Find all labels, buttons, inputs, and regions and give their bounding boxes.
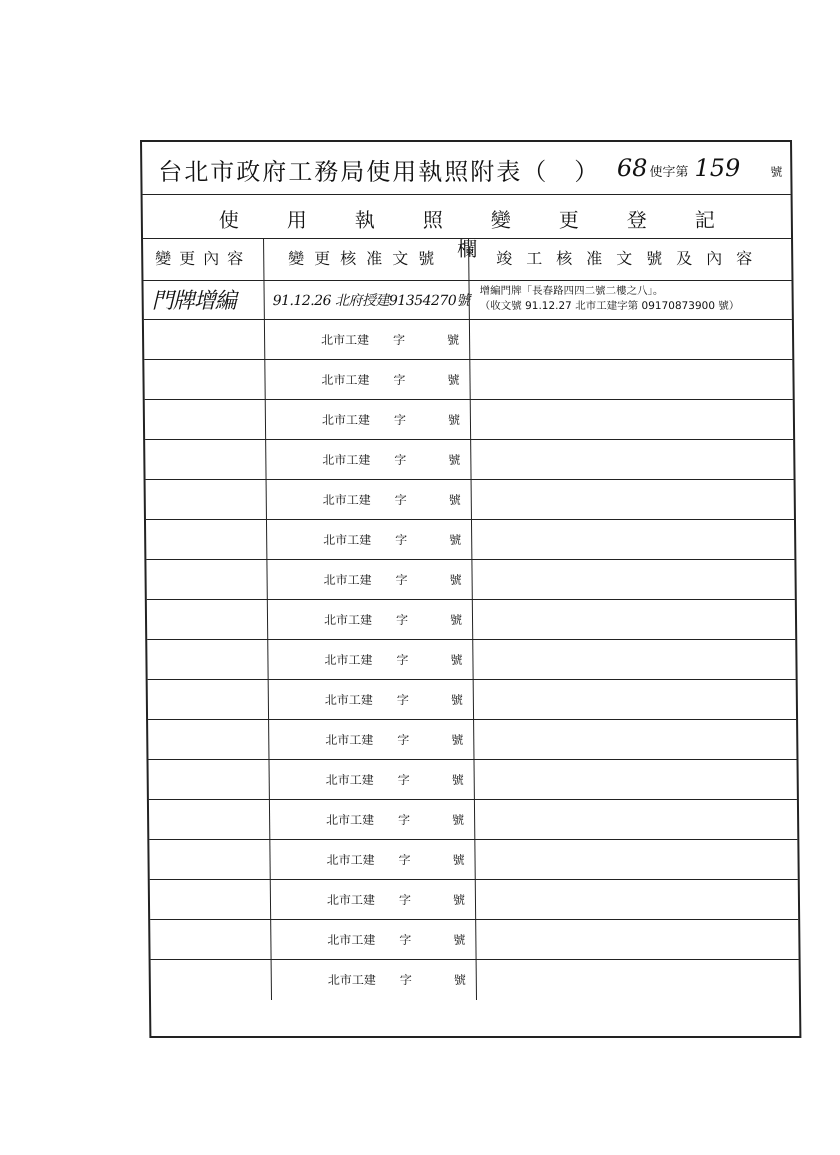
stamp-middle: 字 <box>393 373 406 387</box>
table-row <box>148 680 796 720</box>
stamp-suffix: 號 <box>451 733 464 747</box>
change-content-cell <box>147 600 267 639</box>
stamp-suffix: 號 <box>452 853 465 867</box>
change-approval-cell <box>269 840 474 879</box>
change-approval-cell <box>265 440 470 479</box>
change-content-cell <box>146 560 266 599</box>
stamp-middle: 字 <box>398 813 411 827</box>
change-content-cell <box>143 280 263 319</box>
change-content-cell <box>149 800 269 839</box>
change-approval-cell <box>269 800 474 839</box>
table-row <box>150 880 798 920</box>
table-row <box>146 480 794 520</box>
change-content-cell <box>146 520 266 559</box>
completion-cell <box>471 480 796 519</box>
stamp-prefix: 北市工建 <box>325 733 374 747</box>
change-approval-cell <box>263 280 468 319</box>
stamp-prefix: 北市工建 <box>326 813 375 827</box>
stamp-prefix: 北市工建 <box>322 493 371 507</box>
stamp-prefix: 北市工建 <box>322 453 371 467</box>
table-row <box>148 720 796 760</box>
stamp-middle: 字 <box>399 973 412 987</box>
stamp-middle: 字 <box>395 533 408 547</box>
section-title: 使用執照變更登記欄 <box>218 208 763 261</box>
table-row <box>143 280 791 320</box>
stamp-middle: 字 <box>396 653 409 667</box>
stamp-middle: 字 <box>394 493 407 507</box>
completion-cell <box>473 720 798 759</box>
completion-text-line1: 增編門牌「長春路四四二號二樓之八」。 <box>479 285 664 297</box>
permit-label: 使字第 <box>649 165 689 180</box>
stamp-suffix: 號 <box>451 773 464 787</box>
stamp-suffix: 號 <box>450 653 463 667</box>
change-approval-cell <box>271 960 476 1000</box>
header-change-content: 變更內容 <box>155 249 252 268</box>
completion-cell <box>474 840 799 879</box>
change-content-cell <box>148 720 268 759</box>
stamp-suffix: 號 <box>448 493 461 507</box>
change-approval-cell <box>266 520 471 559</box>
title-row <box>142 142 791 195</box>
table-row <box>151 960 799 1000</box>
completion-cell <box>470 440 795 479</box>
handwritten-approval-no: 91.12.26 北府授建91354270號 <box>272 293 470 309</box>
stamp-prefix: 北市工建 <box>324 693 373 707</box>
change-approval-cell <box>270 880 475 919</box>
table-row <box>147 640 795 680</box>
stamp-prefix: 北市工建 <box>321 333 370 347</box>
completion-cell <box>475 880 800 919</box>
change-approval-cell <box>264 320 469 359</box>
table-row <box>146 560 794 600</box>
change-approval-cell <box>268 760 473 799</box>
header-row <box>143 238 791 281</box>
change-content-cell <box>150 920 270 959</box>
table-row <box>145 400 793 440</box>
header-completion-approval: 竣工核准文號及內容 <box>468 238 793 280</box>
stamp-prefix: 北市工建 <box>326 853 375 867</box>
entry-rows <box>143 280 799 1000</box>
table-row <box>150 920 798 960</box>
change-content-cell <box>148 760 268 799</box>
stamp-prefix: 北市工建 <box>323 573 372 587</box>
table-row <box>144 320 792 360</box>
completion-cell <box>469 360 794 399</box>
change-content-cell <box>150 880 270 919</box>
table-row <box>145 440 793 480</box>
stamp-middle: 字 <box>398 853 411 867</box>
change-content-cell <box>149 840 269 879</box>
stamp-prefix: 北市工建 <box>325 773 374 787</box>
stamp-suffix: 號 <box>449 613 463 627</box>
table-row <box>149 840 797 880</box>
change-content-cell <box>145 400 265 439</box>
form-title: 台北市政府工務局使用執照附表（ ） <box>158 158 601 186</box>
change-content-cell <box>151 960 271 1000</box>
completion-cell <box>473 760 798 799</box>
completion-cell <box>471 560 796 599</box>
stamp-suffix: 號 <box>449 533 462 547</box>
change-content-cell <box>148 680 268 719</box>
stamp-prefix: 北市工建 <box>321 413 371 427</box>
change-content-cell <box>144 360 264 399</box>
stamp-suffix: 號 <box>447 373 460 387</box>
handwritten-change-content: 門牌增編 <box>151 289 236 314</box>
change-approval-cell <box>267 600 472 639</box>
stamp-prefix: 北市工建 <box>324 653 373 667</box>
stamp-middle: 字 <box>399 933 412 947</box>
stamp-middle: 字 <box>397 733 410 747</box>
change-approval-cell <box>266 560 471 599</box>
stamp-prefix: 北市工建 <box>323 613 373 627</box>
stamp-suffix: 號 <box>452 893 466 907</box>
stamp-suffix: 號 <box>447 333 460 347</box>
completion-cell <box>472 640 797 679</box>
stamp-middle: 字 <box>398 893 412 907</box>
stamp-middle: 字 <box>393 333 406 347</box>
stamp-prefix: 北市工建 <box>327 933 376 947</box>
change-content-cell <box>145 440 265 479</box>
completion-cell <box>473 680 798 719</box>
stamp-suffix: 號 <box>453 973 466 987</box>
completion-cell <box>468 280 793 319</box>
completion-cell <box>469 320 794 359</box>
change-approval-cell <box>265 400 470 439</box>
stamp-middle: 字 <box>394 453 407 467</box>
completion-cell <box>474 800 799 839</box>
change-approval-cell <box>270 920 475 959</box>
change-content-cell <box>147 640 267 679</box>
change-approval-cell <box>266 480 471 519</box>
stamp-prefix: 北市工建 <box>327 973 376 987</box>
completion-cell <box>472 600 797 639</box>
change-content-cell <box>146 480 266 519</box>
completion-cell <box>476 960 801 1000</box>
permit-year: 68 <box>616 154 648 182</box>
stamp-suffix: 號 <box>450 693 463 707</box>
completion-text-line2: （收文號 91.12.27 北市工建字第 09170873900 號） <box>479 300 740 312</box>
change-approval-cell <box>264 360 469 399</box>
table-row <box>144 360 792 400</box>
completion-cell <box>471 520 796 559</box>
header-change-approval-no: 變更核准文號 <box>263 238 468 280</box>
stamp-suffix: 號 <box>447 413 461 427</box>
stamp-middle: 字 <box>395 613 409 627</box>
change-approval-cell <box>268 680 473 719</box>
completion-cell <box>475 920 800 959</box>
stamp-suffix: 號 <box>452 813 465 827</box>
stamp-prefix: 北市工建 <box>326 893 376 907</box>
stamp-middle: 字 <box>396 693 409 707</box>
table-row <box>147 600 795 640</box>
stamp-suffix: 號 <box>453 933 466 947</box>
permit-number <box>617 154 783 182</box>
completion-cell <box>470 400 795 439</box>
stamp-middle: 字 <box>397 773 410 787</box>
usage-permit-form <box>140 140 801 1038</box>
table-row <box>149 800 797 840</box>
table-row <box>148 760 796 800</box>
stamp-suffix: 號 <box>449 573 462 587</box>
change-content-cell <box>144 320 264 359</box>
change-approval-cell <box>268 720 473 759</box>
permit-serial: 159 <box>694 154 741 182</box>
change-approval-cell <box>267 640 472 679</box>
permit-suffix: 號 <box>770 165 783 179</box>
stamp-prefix: 北市工建 <box>323 533 372 547</box>
stamp-middle: 字 <box>393 413 407 427</box>
stamp-prefix: 北市工建 <box>321 373 370 387</box>
stamp-middle: 字 <box>395 573 408 587</box>
stamp-suffix: 號 <box>448 453 461 467</box>
table-row <box>146 520 794 560</box>
